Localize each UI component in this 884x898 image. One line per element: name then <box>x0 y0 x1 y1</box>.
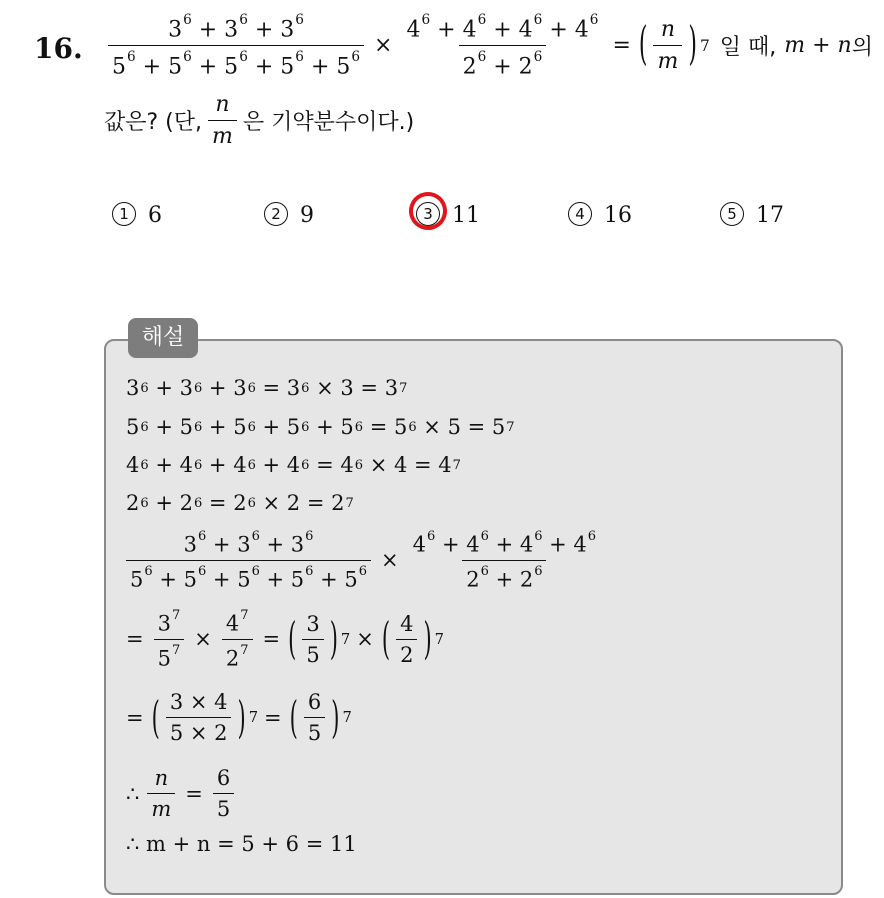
answer-mark-circle <box>403 186 453 236</box>
choice-5-value: 17 <box>756 203 784 228</box>
choice-2-value: 9 <box>300 203 314 228</box>
choice-2-number: 2 <box>264 202 288 226</box>
answer-choices <box>112 203 812 235</box>
question-line2-start: 값은? (단, <box>104 110 203 135</box>
solution-line-1: 3 6 + 3 6 + 3 6 = 3 6 × 3 = 3 7 <box>126 376 408 400</box>
solution-line-6: = $\frac{3^7}{5^7}$ × $\frac{4^7}{2^7}$ = ( $\frac{3}{5}$ ) 7 × ( $\frac{4}{2}$ ) 7 <box>126 608 445 671</box>
solution-line-7: = ( $\frac{3 \times 4}{5 \times 2}$ ) 7 = ( $\frac{6}{5}$ ) 7 <box>126 690 352 745</box>
solution-final: ∴ m + n = 5 + 6 = 11 <box>126 832 357 856</box>
solution-line-2: 5 6 + 5 6 + 5 6 + 5 6 + 5 6 = 5 6 × 5 = 5 7 <box>126 415 515 439</box>
choice-1-value: 6 <box>148 203 162 228</box>
question-line2 <box>104 92 414 149</box>
choice-5[interactable] <box>720 203 784 228</box>
question-line2-end: 은 기약분수이다.) <box>242 110 415 135</box>
fraction-1: $\frac{3^6 + 3^6 + 3^6}{5^6 + 5^6 + 5^6 + 5^6 + 5^6}$ <box>108 12 364 80</box>
solution-line-8: ∴ $\frac{n}{m}$ = $\frac{6}{5}$ <box>126 766 238 821</box>
choice-5-number: 5 <box>720 202 744 226</box>
solution-line-5: $\frac{3^6 + 3^6 + 3^6}{5^6 + 5^6 + 5^6 + 5^6 + 5^6}$ × $\frac{4^6 + 4^6 + 4^6 + 4^6}{2^6 + 2^6}$ <box>126 529 604 591</box>
fraction-n-over-m: $\frac{n}{m}$ <box>653 17 682 74</box>
choice-3-number: 3 <box>416 202 440 226</box>
choice-4[interactable] <box>568 203 632 228</box>
choice-1-number: 1 <box>112 202 136 226</box>
question-equation: $\frac{3^6 + 3^6 + 3^6}{5^6 + 5^6 + 5^6 + 5^6 + 5^6}$ × $\frac{4^6 + 4^6 + 4^6 + 4^6}{2^6 + 2^6}$ = ( $\frac{n}{m}$ ) 7 일 때, m + n 의 <box>104 12 873 80</box>
solution-line-4: 2 6 + 2 6 = 2 6 × 2 = 2 7 <box>126 491 354 515</box>
question-tail2: 의 <box>851 35 873 61</box>
question-tail: 일 때, <box>719 35 777 61</box>
choice-3[interactable] <box>416 203 480 228</box>
fraction-n-over-m-small: $\frac{n}{m}$ <box>208 92 237 149</box>
question-mn: m + n <box>784 33 852 59</box>
choice-1[interactable] <box>112 203 162 228</box>
choice-4-number: 4 <box>568 202 592 226</box>
choice-2[interactable] <box>264 203 314 228</box>
choice-3-value: 11 <box>452 203 480 228</box>
solution-label: 해설 <box>128 318 198 358</box>
question-number: 16. <box>34 32 83 65</box>
choice-4-value: 16 <box>604 203 632 228</box>
fraction-2: $\frac{4^6 + 4^6 + 4^6 + 4^6}{2^6 + 2^6}$ <box>406 12 599 80</box>
solution-line-3: 4 6 + 4 6 + 4 6 + 4 6 = 4 6 × 4 = 4 7 <box>126 453 461 477</box>
